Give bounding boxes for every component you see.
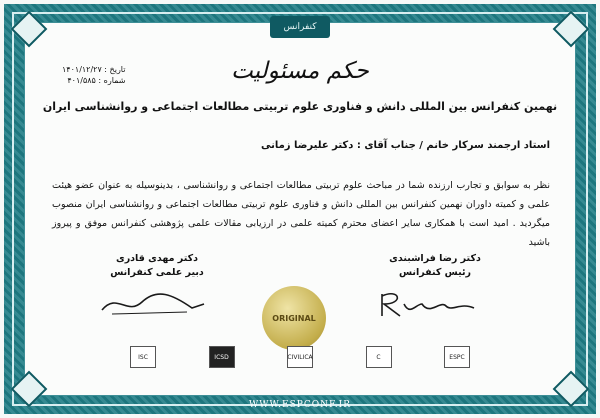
recipient-line: استاد ارجمند سرکار خانم / جناب آقای : دکتر علیرضا زمانی — [260, 140, 550, 151]
signatory-role: رئیس کنفرانس — [398, 267, 472, 278]
number-label: شماره : ۴۰۱/۵۸۵ — [67, 76, 126, 85]
signature-block-right — [380, 252, 490, 327]
conference-logo: کنفرانس — [270, 16, 330, 38]
original-seal: ORIGINAL — [262, 286, 326, 350]
sponsor-logos — [130, 346, 470, 368]
signatory-role: دبیر علمی کنفرانس — [110, 267, 204, 278]
sponsor-logo: ICSD — [209, 346, 235, 368]
sponsor-logo: ESPC — [444, 346, 470, 368]
sponsor-logo: CIVILICA — [287, 346, 313, 368]
signature-scribble — [92, 282, 212, 322]
signature-block-left — [102, 252, 212, 327]
certificate-body: نظر به سوابق و تجارب ارزنده شما در مباحث علوم تربیتی مطالعات اجتماعی و روانشناسی ، بدینوسیله به عنوان عضو هیئت علمی و کمیته داوران نهمین کنفرانس بین المللی دانش و فناوری علوم تربیتی مطالعات اجتماعی و روانشناسی ایران منصوب میگردید . امید است با همکاری سایر اعضای محترم کمیته علمی در ارزیابی مقالات علمی پژوهشی کنفرانس موفق و پیروز باشید — [52, 180, 550, 248]
signature-scribble — [370, 282, 490, 322]
sponsor-logo: ISC — [130, 346, 156, 368]
signatory-name: دکتر رضا فراشبندی — [389, 253, 481, 264]
certificate-title: حکم مسئولیت — [231, 58, 369, 84]
conference-title: نهمین کنفرانس بین المللی دانش و فناوری علوم تربیتی مطالعات اجتماعی و روانشناسی ایران — [42, 100, 558, 113]
sponsor-logo: C — [366, 346, 392, 368]
date-label: تاریخ : ۱۴۰۱/۱۲/۲۷ — [62, 65, 126, 74]
signatory-name: دکتر مهدی قادری — [116, 253, 198, 264]
website-url: WWW.ESPCONF.IR — [248, 400, 351, 410]
